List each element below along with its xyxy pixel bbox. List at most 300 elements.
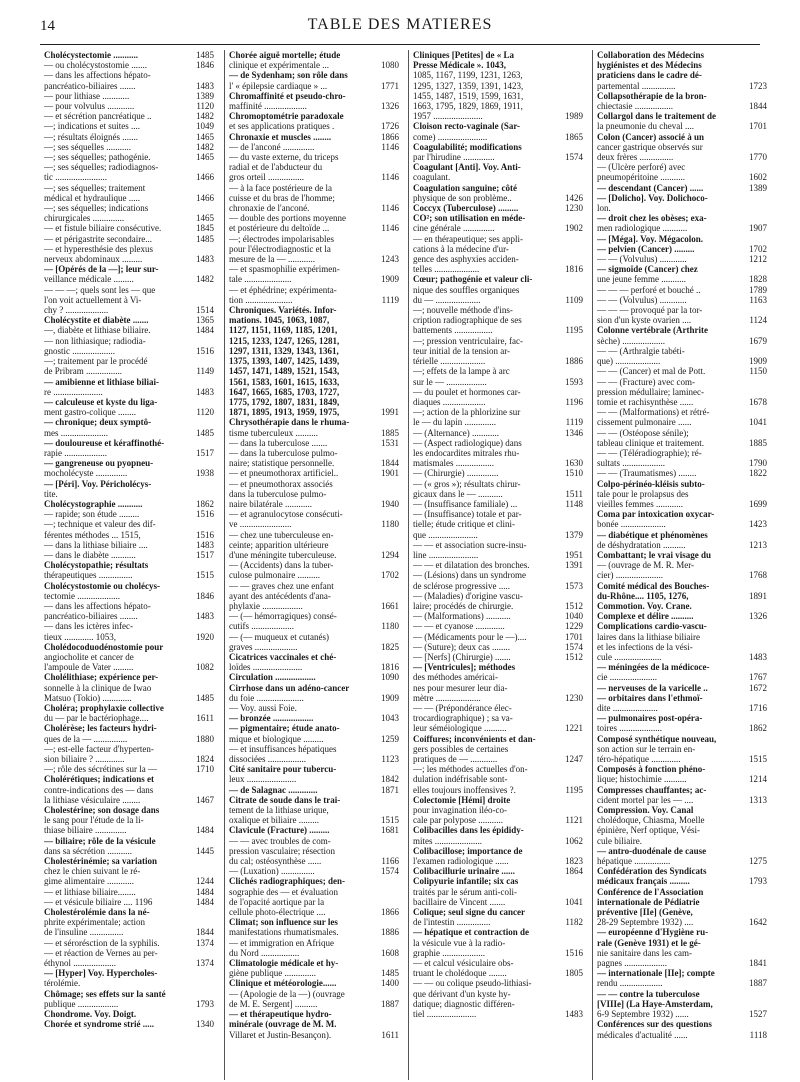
- entry-page-ref: [764, 111, 767, 121]
- entry-text: —; ses séquelles ...........: [44, 141, 131, 152]
- entry-text: veillance médicale .........: [44, 274, 134, 285]
- index-entry: [413, 581, 583, 591]
- entry-text: — méningées de la médicoce-: [597, 662, 710, 673]
- entry-page-ref: [396, 325, 399, 335]
- entry-text: 1295, 1327, 1359, 1391, 1423,: [413, 80, 524, 91]
- entry-text: graves ...................: [229, 641, 298, 652]
- entry-page-ref: 1511: [565, 488, 583, 499]
- entry-page-ref: [211, 601, 214, 611]
- index-entry: [229, 377, 399, 387]
- entry-page-ref: [764, 132, 767, 142]
- entry-text: — — ou colique pseudo-lithiasi-: [413, 978, 532, 989]
- entry-page-ref: 1846: [196, 60, 214, 71]
- index-entry: [229, 968, 399, 978]
- entry-text: Colpo-périnéo-kléisis subto-: [597, 478, 705, 489]
- entry-text: Colibacilles dans les épididy-: [413, 825, 524, 836]
- entry-page-ref: [396, 795, 399, 805]
- index-entry: [597, 121, 767, 131]
- entry-text: tic .......................: [44, 172, 107, 183]
- entry-text: — diabétique et phénomènes: [597, 529, 708, 540]
- index-entry: [229, 428, 399, 438]
- index-entry: [44, 377, 214, 387]
- entry-text: Cholérétiques; indications et: [44, 774, 154, 785]
- entry-page-ref: 1346: [565, 427, 583, 438]
- index-entry: [44, 713, 214, 723]
- entry-text: — — (Ostéopose sénile);: [597, 427, 689, 438]
- entry-text: cule biliaire.: [597, 835, 642, 846]
- index-entry: [44, 162, 214, 172]
- entry-text: 28-29 Septembre 1932) ....: [597, 917, 694, 928]
- index-entry: [229, 101, 399, 111]
- entry-page-ref: 1951: [565, 549, 583, 560]
- entry-page-ref: 1482: [196, 141, 214, 152]
- entry-page-ref: [764, 846, 767, 856]
- entry-page-ref: 1702: [749, 243, 767, 254]
- entry-text: — bronzée ..................: [229, 713, 314, 724]
- index-entry: [597, 570, 767, 580]
- entry-text: tieux ............. 1053,: [44, 631, 116, 642]
- entry-text: pression médullaire; laminec-: [597, 386, 704, 397]
- entry-text: du foie .....................: [229, 692, 304, 703]
- entry-text: — non lithiasique; radiodia-: [44, 335, 146, 346]
- index-entry: [597, 274, 767, 284]
- index-entry: [413, 723, 583, 733]
- entry-text: Coagulabilité; modifications: [413, 141, 522, 152]
- index-entry: [44, 407, 214, 417]
- index-entry: [44, 479, 214, 489]
- page-number: 14: [40, 18, 55, 34]
- entry-page-ref: [211, 948, 214, 958]
- index-entry: [597, 836, 767, 846]
- entry-text: son action sur le terrain en-: [597, 743, 696, 754]
- index-entry: [44, 530, 214, 540]
- entry-text: — gangreneuse ou pyopneu-: [44, 458, 154, 469]
- index-entry: [413, 550, 583, 560]
- entry-page-ref: [211, 907, 214, 917]
- entry-text: bonée ....................: [597, 519, 666, 530]
- entry-text: sion biliaire ? .............: [44, 754, 125, 765]
- entry-page-ref: [396, 387, 399, 397]
- entry-text: mocholécyste ..............: [44, 468, 128, 479]
- entry-page-ref: 1120: [196, 101, 214, 112]
- entry-page-ref: [764, 989, 767, 999]
- entry-text: — dans les affections hépato-: [44, 70, 151, 81]
- index-entry: [44, 244, 214, 254]
- entry-text: Colibacillurie urinaire ......: [413, 866, 515, 877]
- index-entry: [229, 744, 399, 754]
- entry-text: Matsuo (Tokio) .............: [44, 692, 132, 703]
- entry-text: — — — perforé et bouché ..: [597, 284, 701, 295]
- index-entry: [44, 81, 214, 91]
- entry-text: tite.: [44, 488, 58, 499]
- entry-text: Collargol dans le traitement de: [597, 111, 716, 122]
- entry-text: gers possibles de certaines: [413, 743, 509, 754]
- entry-page-ref: 1909: [381, 692, 399, 703]
- index-entry: [597, 968, 767, 978]
- entry-text: téro-hépatique .............: [597, 754, 681, 765]
- index-entry: [413, 448, 583, 458]
- entry-page-ref: 1391: [565, 560, 583, 571]
- entry-text: — — graves chez une enfant: [229, 580, 334, 591]
- entry-page-ref: 1516: [196, 509, 214, 520]
- entry-text: pour l'électrodiagnostic et la: [229, 243, 331, 254]
- entry-page-ref: 1484: [196, 825, 214, 836]
- entry-page-ref: 1630: [565, 458, 583, 469]
- entry-text: de l'intestin ...............: [413, 917, 491, 928]
- entry-page-ref: [580, 234, 583, 244]
- index-entry: [229, 958, 399, 968]
- entry-page-ref: [764, 489, 767, 499]
- entry-text: pratiques de — ............: [413, 754, 498, 765]
- entry-page-ref: 1516: [196, 345, 214, 356]
- entry-page-ref: [580, 70, 583, 80]
- entry-text: cuisse et du bras de l'homme;: [229, 192, 335, 203]
- index-entry: [413, 989, 583, 999]
- entry-text: — — —; quels sont les — que: [44, 284, 156, 295]
- entry-page-ref: [764, 601, 767, 611]
- entry-page-ref: [396, 377, 399, 387]
- entry-page-ref: 1514: [196, 305, 214, 316]
- index-entry: [44, 305, 214, 315]
- index-entry: [229, 489, 399, 499]
- entry-text: — et agranulocytose consécuti-: [229, 509, 343, 520]
- entry-text: 1085, 1167, 1199, 1231, 1263,: [413, 70, 523, 81]
- entry-text: — dans les affections hépato-: [44, 600, 151, 611]
- entry-text: — orbitaires dans l'ethmoï-: [597, 692, 703, 703]
- index-entry: [597, 611, 767, 621]
- entry-text: cale par polypose ...........: [413, 815, 503, 826]
- index-entry: [229, 234, 399, 244]
- entry-page-ref: [580, 876, 583, 886]
- entry-text: Colon (Cancer) associé à un: [597, 131, 704, 142]
- entry-page-ref: 1517: [196, 549, 214, 560]
- entry-text: rapie ...................: [44, 447, 107, 458]
- entry-page-ref: 1844: [749, 101, 767, 112]
- entry-text: de l'insuline ...............: [44, 927, 124, 938]
- entry-text: Cholécystopathie; résultats: [44, 560, 149, 571]
- entry-page-ref: [764, 234, 767, 244]
- index-entry: [597, 917, 767, 927]
- entry-text: préventive [IIe] (Genève,: [597, 907, 693, 918]
- entry-page-ref: 1608: [381, 947, 399, 958]
- entry-text: Cholestérinémie; sa variation: [44, 856, 157, 867]
- entry-text: — — et cyanose .............: [413, 621, 505, 632]
- entry-page-ref: 1229: [565, 621, 583, 632]
- entry-page-ref: [580, 387, 583, 397]
- entry-text: hépatique ................: [597, 856, 671, 867]
- entry-page-ref: 1119: [381, 294, 399, 305]
- index-entry: [229, 183, 399, 193]
- entry-text: deux frères ...............: [597, 152, 674, 163]
- index-entry: [597, 234, 767, 244]
- entry-page-ref: 1887: [749, 978, 767, 989]
- entry-text: cident mortel par les — ....: [597, 794, 694, 805]
- entry-text: thérapeutiques ...............: [44, 570, 133, 581]
- entry-text: vieilles femmes ............: [597, 498, 683, 509]
- index-entry: [44, 836, 214, 846]
- index-entry: [229, 499, 399, 509]
- entry-page-ref: 1482: [196, 274, 214, 285]
- index-entry: [44, 672, 214, 682]
- entry-page-ref: [580, 142, 583, 152]
- entry-text: — et pneumothorax artificiel..: [229, 468, 339, 479]
- index-column-2: [224, 50, 399, 1080]
- index-entry: [44, 101, 214, 111]
- entry-page-ref: [211, 723, 214, 733]
- entry-text: Cholécystographie ...........: [44, 498, 143, 509]
- entry-text: — — — provoqué par la tor-: [597, 305, 703, 316]
- entry-page-ref: [211, 621, 214, 631]
- index-entry: [597, 754, 767, 764]
- index-entry: [597, 581, 767, 591]
- entry-text: nes pour mesurer leur dia-: [413, 682, 508, 693]
- entry-text: — européenne d'Hygiène ru-: [597, 927, 709, 938]
- entry-page-ref: [396, 683, 399, 693]
- entry-page-ref: [764, 346, 767, 356]
- entry-page-ref: 1723: [749, 80, 767, 91]
- entry-text: médical et hydraulique .....: [44, 192, 140, 203]
- entry-page-ref: 1465: [196, 152, 214, 163]
- entry-page-ref: [764, 377, 767, 387]
- index-entry: [229, 142, 399, 152]
- index-entry: [597, 438, 767, 448]
- entry-text: et les infections de la vési-: [597, 641, 693, 652]
- entry-text: — et sécrétion pancréatique ..: [44, 111, 152, 122]
- entry-page-ref: 1886: [565, 356, 583, 367]
- index-entry: [413, 213, 583, 223]
- index-entry: [597, 774, 767, 784]
- index-entry: [44, 519, 214, 529]
- entry-page-ref: 1247: [565, 754, 583, 765]
- entry-text: Coccyx (Tuberculose) .........: [413, 203, 519, 214]
- entry-page-ref: 1365: [196, 315, 214, 326]
- entry-page-ref: 1573: [565, 580, 583, 591]
- index-entry: [413, 876, 583, 886]
- entry-page-ref: [396, 723, 399, 733]
- entry-page-ref: 1484: [196, 886, 214, 897]
- entry-text: — et lithiase biliaire........: [44, 886, 136, 897]
- index-entry: [44, 50, 214, 60]
- entry-text: épinière, Nerf optique, Vési-: [597, 825, 701, 836]
- entry-page-ref: [580, 672, 583, 682]
- entry-page-ref: 1148: [565, 498, 583, 509]
- entry-page-ref: 1805: [565, 968, 583, 979]
- entry-text: sèche) ...................: [597, 335, 665, 346]
- index-entry: [44, 723, 214, 733]
- entry-page-ref: 1531: [381, 437, 399, 448]
- entry-text: cations à la médecine d'ur-: [413, 243, 509, 254]
- entry-text: — et périgastrite secondaire...: [44, 233, 152, 244]
- entry-page-ref: [580, 591, 583, 601]
- entry-page-ref: [211, 162, 214, 172]
- entry-text: leux ......................: [229, 774, 297, 785]
- entry-page-ref: [580, 244, 583, 254]
- index-entry: [597, 111, 767, 121]
- index-entry: [597, 101, 767, 111]
- entry-page-ref: [396, 509, 399, 519]
- entry-text: Cholestérine; son dosage dans: [44, 805, 160, 816]
- index-entry: [44, 754, 214, 764]
- index-entry: [44, 978, 214, 988]
- entry-text: — dans les ictères infec-: [44, 621, 133, 632]
- index-column-1: [40, 50, 214, 1080]
- index-entry: [44, 121, 214, 131]
- entry-page-ref: [396, 244, 399, 254]
- entry-page-ref: 1841: [749, 958, 767, 969]
- index-entry: [44, 652, 214, 662]
- entry-text: pagnes ...................: [597, 958, 667, 969]
- index-entry: [413, 193, 583, 203]
- index-entry: [597, 825, 767, 835]
- entry-text: pneumopéritoine ...........: [597, 172, 685, 183]
- index-entry: [413, 244, 583, 254]
- entry-text: cellule photo-électrique ....: [229, 907, 326, 918]
- entry-page-ref: 1182: [565, 917, 583, 928]
- entry-page-ref: 1574: [565, 641, 583, 652]
- index-entry: [597, 213, 767, 223]
- entry-page-ref: [764, 897, 767, 907]
- entry-text: nique des souffles organiques: [413, 284, 520, 295]
- index-entry: [229, 825, 399, 835]
- entry-page-ref: [580, 274, 583, 284]
- entry-text: — — (Volvulus) ............: [597, 254, 687, 265]
- entry-text: sur le — ..................: [413, 376, 487, 387]
- entry-page-ref: 1445: [196, 845, 214, 856]
- entry-text: Cholécystectomie ...........: [44, 50, 138, 60]
- entry-page-ref: [580, 366, 583, 376]
- index-entry: [597, 938, 767, 948]
- index-entry: [597, 713, 767, 723]
- index-entry: [413, 570, 583, 580]
- entry-page-ref: [764, 448, 767, 458]
- index-entry: [229, 989, 399, 999]
- entry-text: tale .....................: [229, 274, 292, 285]
- entry-page-ref: 1844: [196, 927, 214, 938]
- index-entry: [229, 407, 399, 417]
- entry-page-ref: 1483: [196, 611, 214, 622]
- index-entry: [413, 91, 583, 101]
- entry-page-ref: [211, 642, 214, 652]
- entry-text: —; les méthodes actuelles d'on-: [413, 764, 528, 775]
- entry-page-ref: 1512: [565, 600, 583, 611]
- index-entry: [44, 1019, 214, 1029]
- entry-page-ref: [396, 540, 399, 550]
- entry-page-ref: [580, 60, 583, 70]
- entry-text: — (Médicaments pour le —)....: [413, 631, 527, 642]
- entry-page-ref: [764, 325, 767, 335]
- index-entry: [44, 1009, 214, 1019]
- entry-page-ref: [396, 162, 399, 172]
- entry-page-ref: [211, 978, 214, 988]
- entry-text: Presse Médicale ». 1043,: [413, 60, 507, 71]
- entry-text: — nerveuses de la varicelle ..: [597, 682, 708, 693]
- entry-text: — pour lithiase ............: [44, 90, 130, 101]
- entry-text: — droit chez les obèses; exa-: [597, 213, 707, 224]
- index-entry: [229, 662, 399, 672]
- entry-page-ref: [580, 703, 583, 713]
- entry-page-ref: [764, 887, 767, 897]
- index-entry: [229, 907, 399, 917]
- entry-page-ref: [396, 50, 399, 60]
- index-entry: [597, 642, 767, 652]
- index-entry: [413, 927, 583, 937]
- entry-page-ref: [211, 805, 214, 815]
- index-entry: [597, 978, 767, 988]
- index-entry: [597, 815, 767, 825]
- entry-text: Complications cardio-vascu-: [597, 621, 707, 632]
- entry-text: Chorée et syndrome strié .....: [44, 1019, 155, 1030]
- entry-page-ref: 1049: [196, 121, 214, 132]
- entry-page-ref: 1512: [565, 651, 583, 662]
- entry-text: Chronaxie et muscles ........: [229, 131, 332, 142]
- index-entry: [44, 387, 214, 397]
- index-entry: [44, 315, 214, 325]
- entry-page-ref: 1702: [381, 570, 399, 581]
- index-entry: [229, 60, 399, 70]
- entry-text: — [Méga]. Voy. Mégacolon.: [597, 233, 703, 244]
- entry-page-ref: [396, 152, 399, 162]
- entry-page-ref: 1862: [196, 498, 214, 509]
- entry-text: graphie ...................: [413, 947, 485, 958]
- entry-page-ref: 1515: [381, 815, 399, 826]
- index-entry: [413, 438, 583, 448]
- index-entry: [597, 325, 767, 335]
- entry-text: Coagulant [Anti]. Voy. Anti-: [413, 162, 521, 173]
- index-entry: [229, 632, 399, 642]
- entry-page-ref: [580, 958, 583, 968]
- index-entry: [44, 774, 214, 784]
- index-entry: [413, 693, 583, 703]
- entry-page-ref: [396, 264, 399, 274]
- entry-text: tiel ......................: [413, 1009, 477, 1020]
- index-entry: [229, 938, 399, 948]
- entry-page-ref: 1062: [565, 835, 583, 846]
- entry-page-ref: 1213: [749, 539, 767, 550]
- index-entry: [413, 479, 583, 489]
- entry-text: — (Apologie de la —) (ouvrage: [229, 988, 345, 999]
- entry-page-ref: [396, 652, 399, 662]
- index-entry: [597, 999, 767, 1009]
- entry-page-ref: 1485: [196, 233, 214, 244]
- entry-page-ref: 1275: [749, 856, 767, 867]
- entry-text: — — (Volvulus) ............: [597, 294, 687, 305]
- index-entry: [229, 815, 399, 825]
- entry-page-ref: [211, 989, 214, 999]
- entry-text: — [Dolicho]. Voy. Dolichoco-: [597, 192, 708, 203]
- index-entry: [229, 754, 399, 764]
- entry-text: leur séméiologique ..........: [413, 723, 507, 734]
- entry-page-ref: 1938: [196, 468, 214, 479]
- entry-page-ref: 1517: [196, 447, 214, 458]
- entry-text: tableau clinique et traitement.: [597, 437, 704, 448]
- index-entry: [229, 132, 399, 142]
- entry-text: clinique et expérimentale ...: [229, 60, 329, 71]
- entry-page-ref: [764, 264, 767, 274]
- entry-text: elles toujours inoffensives ?.: [413, 784, 516, 795]
- index-entry: [44, 999, 214, 1009]
- entry-page-ref: [396, 887, 399, 897]
- index-entry: [597, 142, 767, 152]
- entry-text: — Voy. aussi Foie.: [229, 703, 297, 713]
- entry-page-ref: 1768: [749, 570, 767, 581]
- entry-page-ref: [764, 91, 767, 101]
- index-entry: [44, 550, 214, 560]
- entry-text: Circulation ..................: [229, 672, 316, 683]
- entry-text: laires dans la lithiase biliaire: [597, 631, 700, 642]
- index-entry: [44, 703, 214, 713]
- entry-page-ref: [396, 581, 399, 591]
- index-entry: [597, 499, 767, 509]
